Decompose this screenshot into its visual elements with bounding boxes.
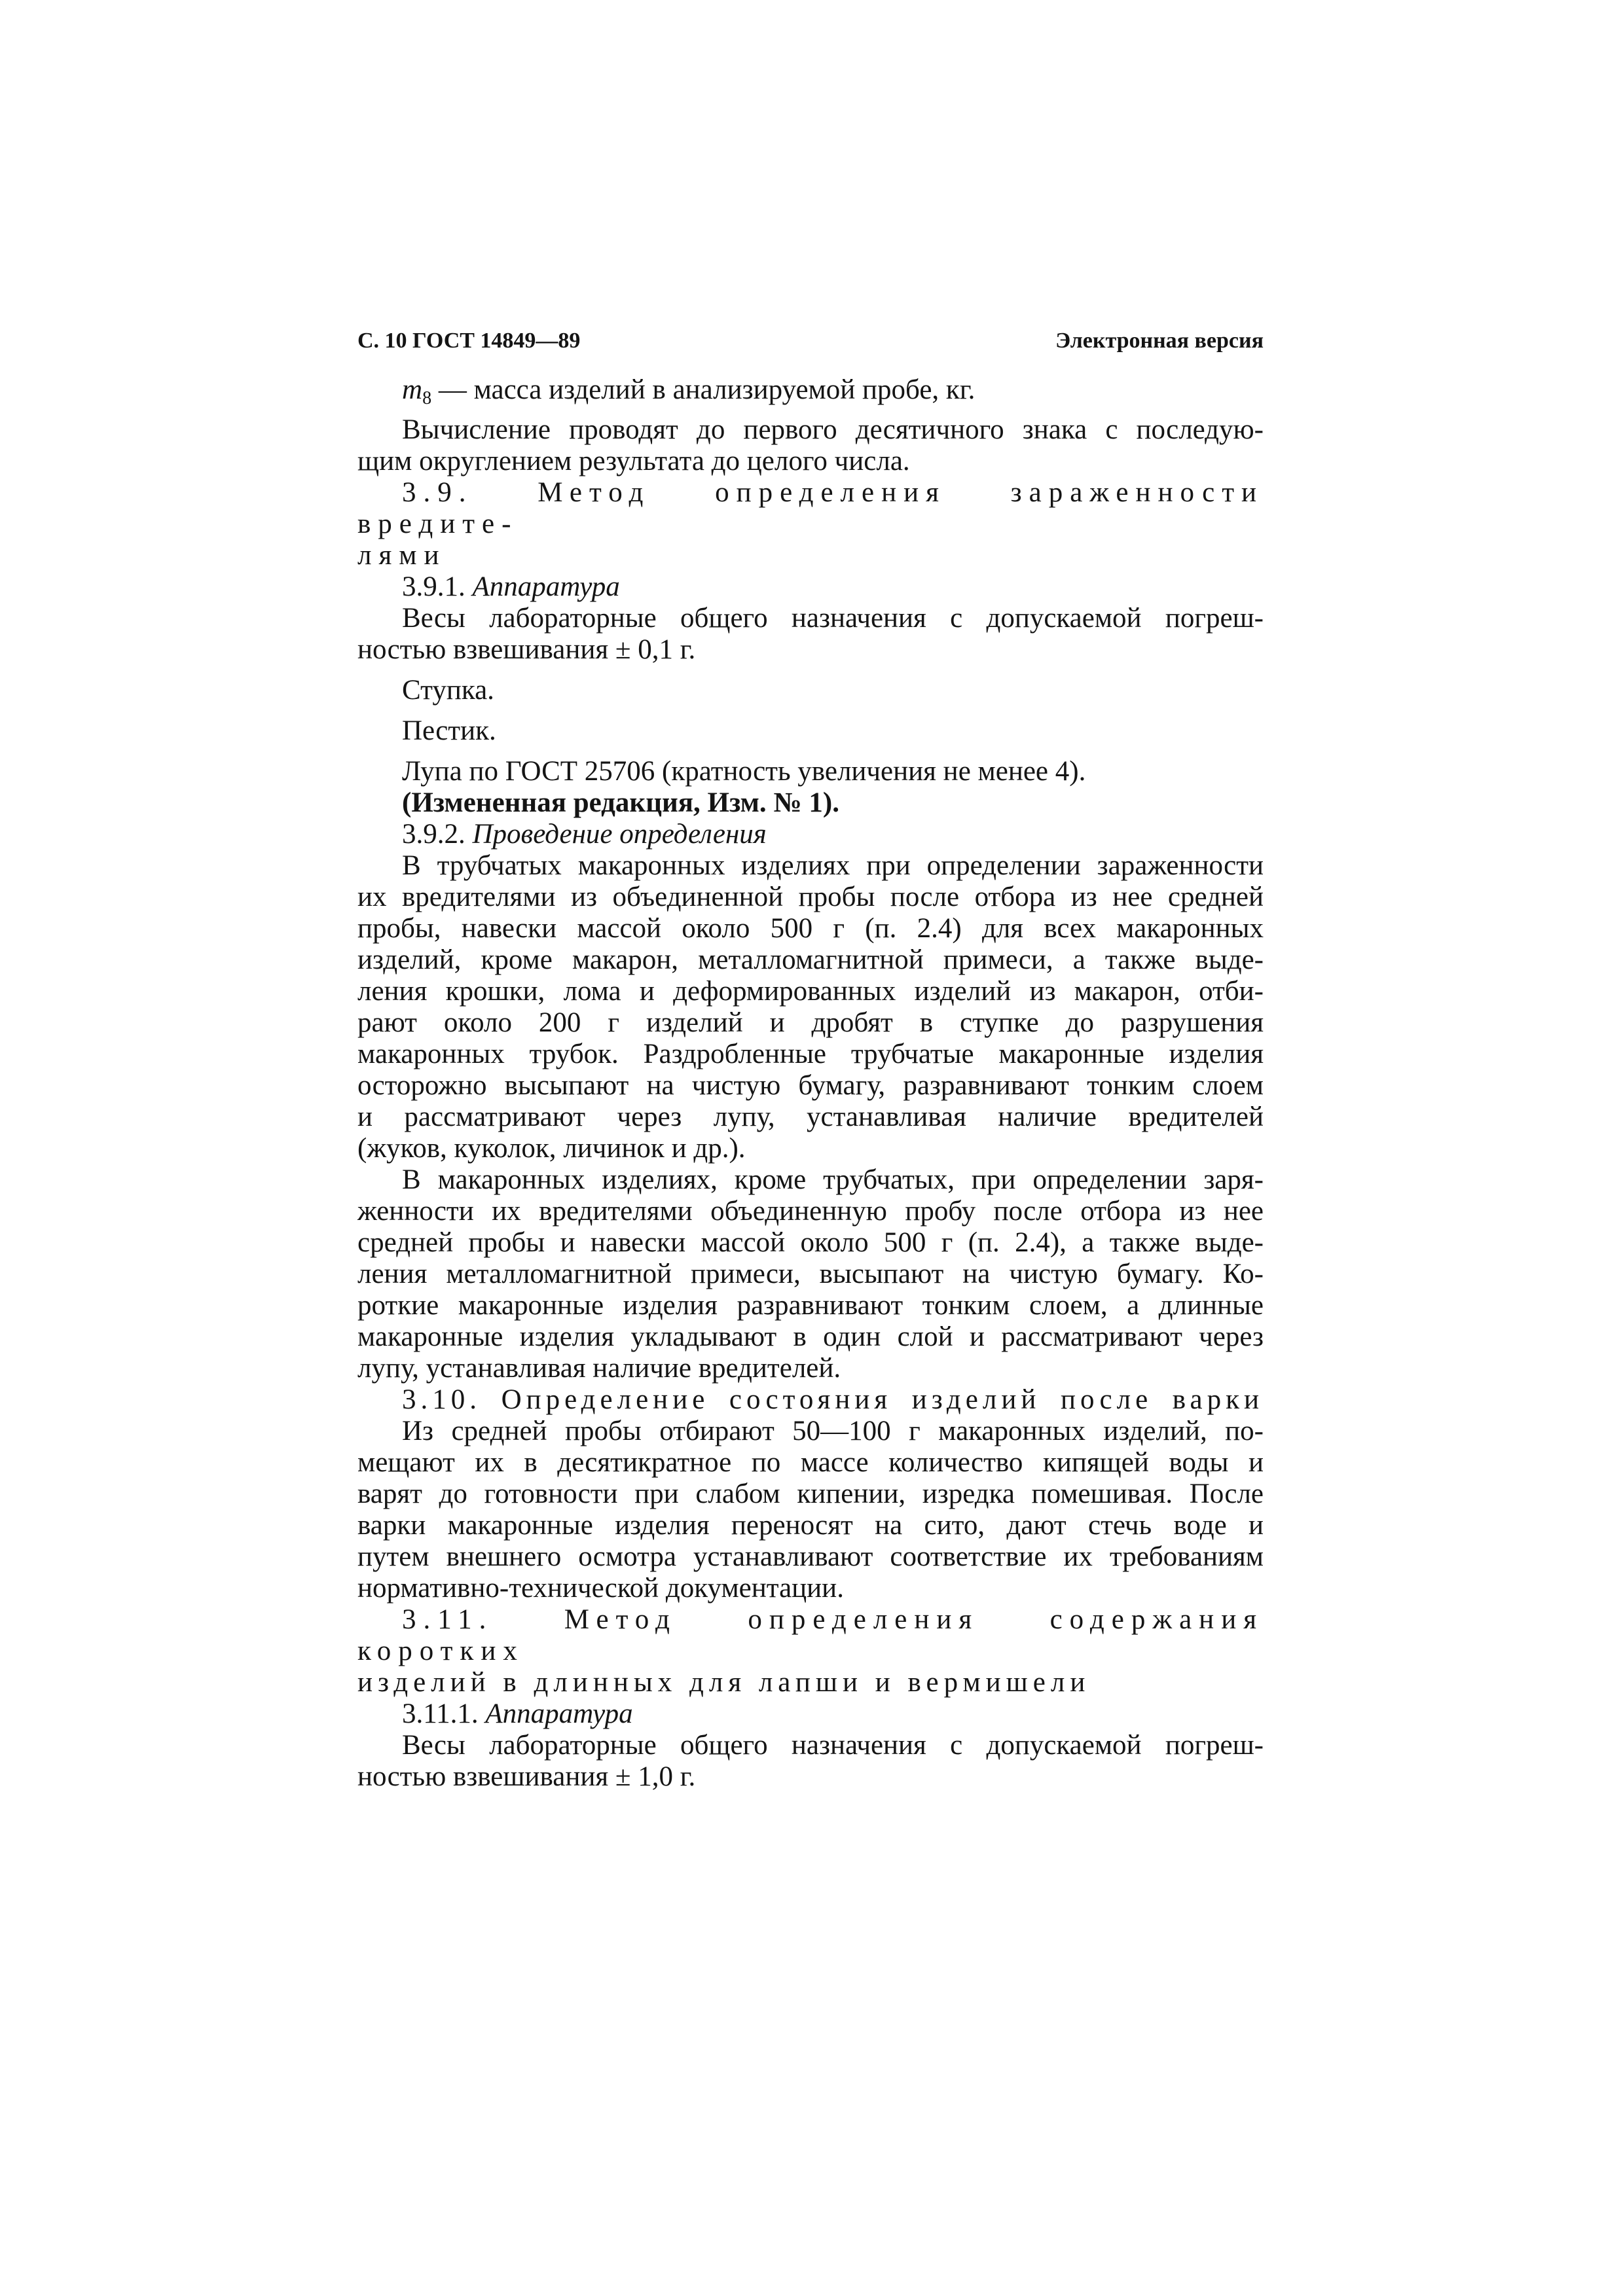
paragraph-line: (жуков, куколок, личинок и др.). xyxy=(357,1133,746,1164)
paragraph-line: женности их вредителями объединенную пробу после отбора из нее xyxy=(357,1196,1264,1227)
section-3-11-heading: 3.11. Метод определения содержания коротких xyxy=(357,1604,1264,1666)
paragraph-line: осторожно высыпают на чистую бумагу, разравнивают тонким слоем xyxy=(357,1070,1264,1101)
scales-line-1: Весы лабораторные общего назначения с допускаемой погреш- xyxy=(402,603,1264,634)
section-3-9-heading-cont: лями xyxy=(357,540,447,571)
paragraph-line: роткие макаронные изделия разравнивают тонким слоем, а длинные xyxy=(357,1290,1264,1321)
paragraph-line: ления крошки, лома и деформированных изделий из макарон, отби- xyxy=(357,976,1264,1007)
section-3-11-1-heading: 3.11.1. Аппаратура xyxy=(402,1698,633,1729)
paragraph-line: путем внешнего осмотра устанавливают соответствие их требованиям xyxy=(357,1541,1264,1572)
paragraph-line: варки макаронные изделия переносят на сито, дают стечь воде и xyxy=(357,1510,1264,1541)
paragraph-line: лупу, устанавливая наличие вредителей. xyxy=(357,1353,841,1384)
scales2-line-1: Весы лабораторные общего назначения с допускаемой погреш- xyxy=(402,1730,1264,1761)
other-products-paragraph xyxy=(357,1164,1264,1384)
section-3-9-2-heading: 3.9.2. Проведение определения xyxy=(402,819,767,850)
m8-variable: $m_8$ xyxy=(402,374,432,408)
scales-line-2: ностью взвешивания ± 0,1 г. xyxy=(357,634,696,665)
paragraph-line: их вредителями из объединенной пробы после отбора из нее средней xyxy=(357,882,1264,912)
tubular-products-paragraph xyxy=(357,850,1264,1164)
paragraph-line: изделий, кроме макарон, металломагнитной примеси, а также выде- xyxy=(357,944,1264,975)
pestle-item: Пестик. xyxy=(402,715,496,746)
page-body xyxy=(357,374,1264,1793)
scales2-line-2: ностью взвешивания ± 1,0 г. xyxy=(357,1761,696,1792)
section-3-11-1-title: Аппаратура xyxy=(485,1698,633,1729)
cooking-paragraph xyxy=(357,1416,1264,1604)
section-3-9-1-title: Аппаратура xyxy=(472,571,620,602)
calculation-line-2: щим округлением результата до целого числа. xyxy=(357,446,910,476)
calculation-line-1: Вычисление проводят до первого десятичного знака с последую- xyxy=(402,414,1264,445)
paragraph-line: нормативно-технической документации. xyxy=(357,1573,844,1604)
section-3-9-heading: 3.9. Метод определения зараженности вредите- xyxy=(357,477,1264,539)
paragraph-line: рают около 200 г изделий и дробят в ступке до разрушения xyxy=(357,1007,1264,1038)
paragraph-line: ления металломагнитной примеси, высыпают на чистую бумагу. Ко- xyxy=(357,1259,1264,1289)
paragraph-line: макаронные изделия укладывают в один слой и рассматривают через xyxy=(357,1321,1264,1352)
paragraph-line: пробы, навески массой около 500 г (п. 2.4) для всех макаронных xyxy=(357,913,1264,944)
section-3-9-1-heading: 3.9.1. Аппаратура xyxy=(402,571,620,602)
paragraph-line: макаронных трубок. Раздробленные трубчатые макаронные изделия xyxy=(357,1039,1264,1069)
magnifier-item: Лупа по ГОСТ 25706 (кратность увеличения не менее 4). xyxy=(402,756,1086,787)
mortar-item: Ступка. xyxy=(402,675,494,706)
paragraph-line: средней пробы и навески массой около 500 г (п. 2.4), а также выде- xyxy=(357,1227,1264,1258)
paragraph-line: В макаронных изделиях, кроме трубчатых, при определении заря- xyxy=(402,1164,1264,1195)
paragraph-line: варят до готовности при слабом кипении, изредка помешивая. После xyxy=(357,1479,1264,1509)
amendment-note: (Измененная редакция, Изм. № 1). xyxy=(402,787,839,818)
paragraph-line: и рассматривают через лупу, устанавливая наличие вредителей xyxy=(357,1102,1264,1132)
paragraph-line: мещают их в десятикратное по массе количество кипящей воды и xyxy=(357,1447,1264,1478)
running-header xyxy=(357,329,1264,361)
header-page-number: С. 10 ГОСТ 14849—89 xyxy=(357,329,581,353)
m8-definition: $m_8$ — масса изделий в анализируемой пробе, кг. xyxy=(402,374,976,408)
paragraph-line: В трубчатых макаронных изделиях при определении зараженности xyxy=(402,850,1264,881)
paragraph-line: Из средней пробы отбирают 50—100 г макаронных изделий, по- xyxy=(402,1416,1264,1446)
section-3-10-heading: 3.10. Определение состояния изделий после варки xyxy=(402,1384,1264,1415)
header-electronic-version: Электронная версия xyxy=(1055,329,1264,353)
section-3-11-heading-cont: изделий в длинных для лапши и вермишели xyxy=(357,1667,1091,1698)
section-3-9-2-title: Проведение определения xyxy=(472,819,767,850)
